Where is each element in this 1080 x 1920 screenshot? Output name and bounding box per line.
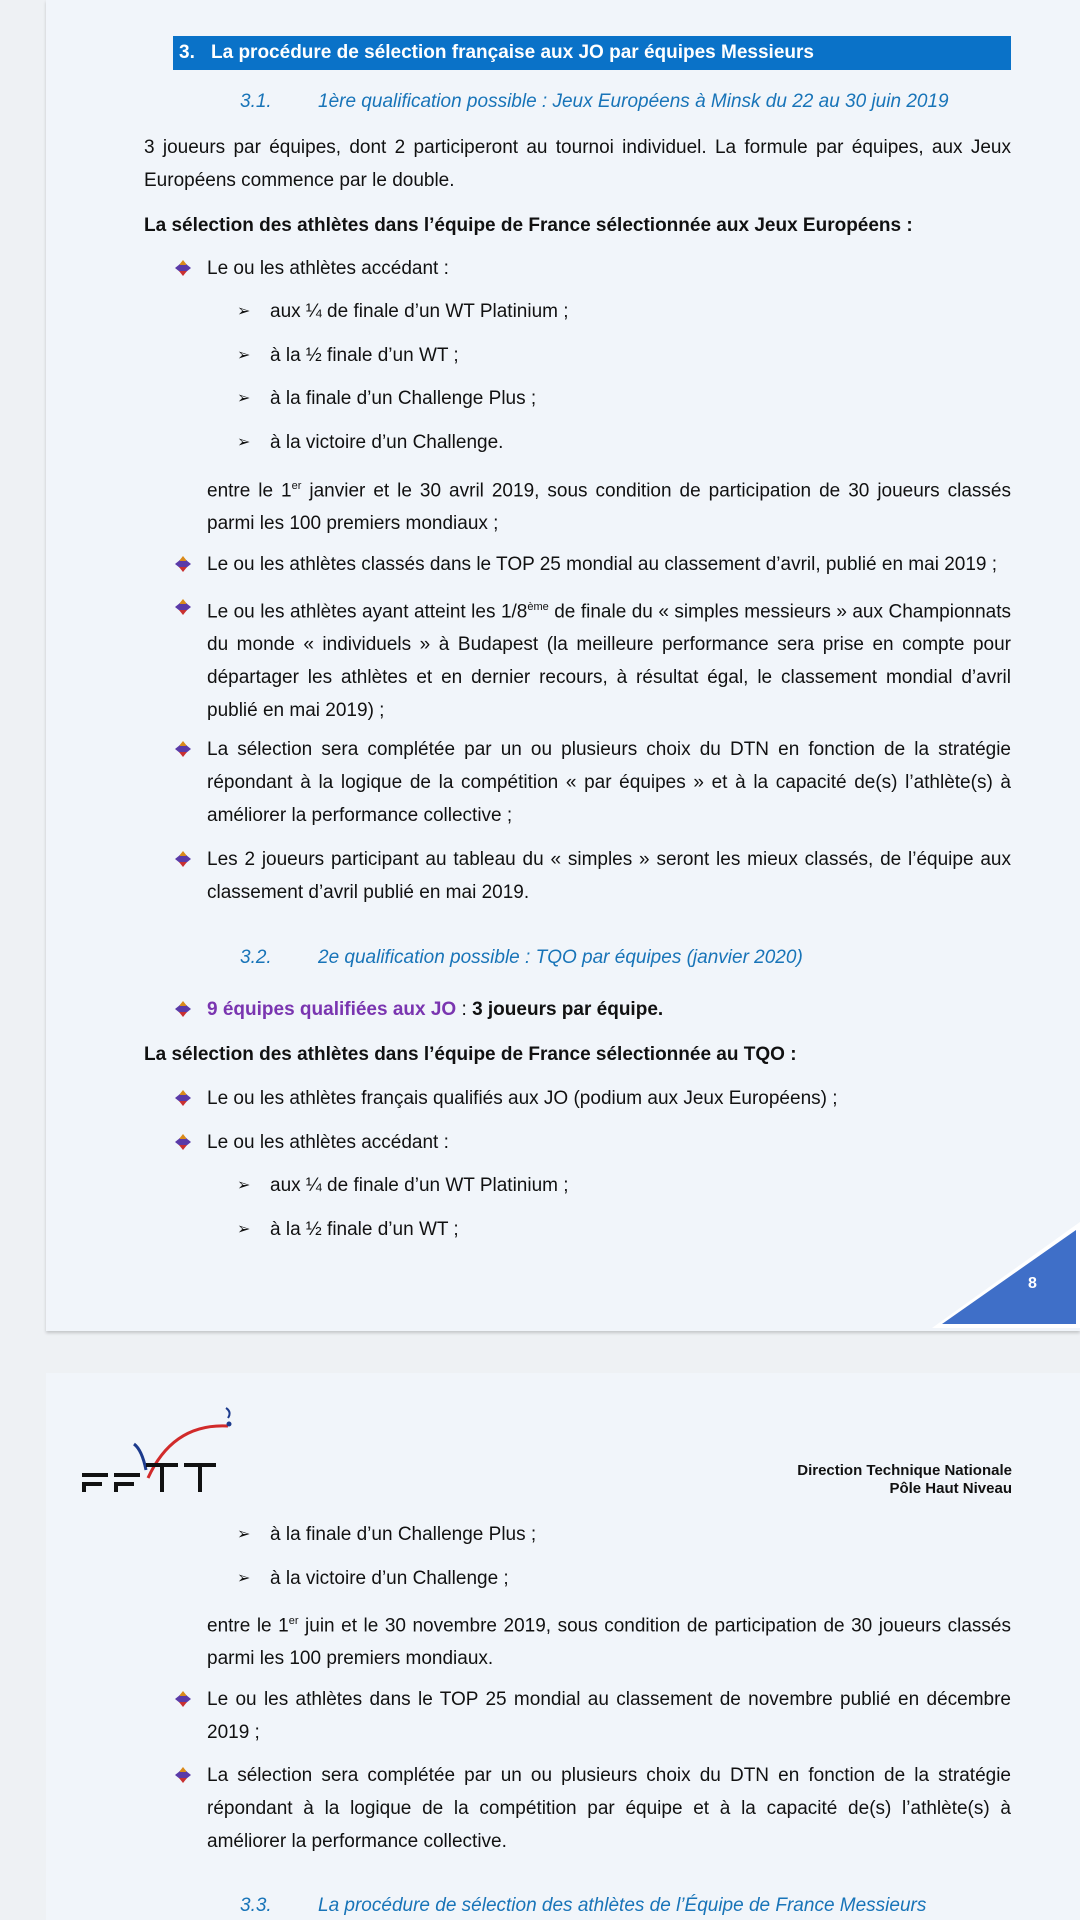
section-number: 3. (179, 42, 195, 63)
sub-item: aux ¼ de finale d’un WT Platinium ; (270, 301, 569, 322)
bullet-top25-novembre: Le ou les athlètes dans le TOP 25 mondial au classement de novembre publié en décembre 2019 ; (207, 1689, 1011, 1743)
four-arrow-bullet-icon (174, 1690, 192, 1708)
four-arrow-bullet-icon (174, 259, 192, 277)
condition-paragraph: entre le 1er juin et le 30 novembre 2019, sous condition de participation de 30 joueurs classés parmi les 100 premiers mondiaux. (207, 1615, 1011, 1670)
sub-item: à la victoire d’un Challenge ; (270, 1568, 509, 1589)
page-number: 8 (1028, 1275, 1037, 1292)
bullet-choix-dtn: La sélection sera complétée par un ou plusieurs choix du DTN en fonction de la stratégie répondant à la logique de la compétition par équipe et à la capacité de(s) l’athlète(s) à améliorer la performance collective. (207, 1765, 1011, 1852)
arrowhead-bullet-icon: ➢ (237, 1221, 251, 1238)
subheading-3-1 (240, 90, 949, 114)
arrowhead-bullet-icon: ➢ (237, 347, 251, 364)
sub-item: à la finale d’un Challenge Plus ; (270, 388, 537, 409)
subheading-title: La procédure de sélection des athlètes de l’Équipe de France Messieurs (318, 1895, 927, 1916)
arrowhead-bullet-icon: ➢ (237, 1526, 251, 1543)
arrowhead-bullet-icon: ➢ (237, 1570, 251, 1587)
bullet-top25: Le ou les athlètes classés dans le TOP 25 mondial au classement d’avril, publié en mai 2019 ; (207, 554, 998, 575)
bullet-athletes-accedant: Le ou les athlètes accédant : (207, 258, 449, 279)
subheading-number: 3.3. (240, 1895, 272, 1916)
document-page-8 (46, 0, 1080, 1331)
subheading-3-3 (240, 1894, 926, 1918)
sub-item: à la ½ finale d’un WT ; (270, 345, 459, 366)
page-corner-triangle (932, 1222, 1080, 1328)
arrowhead-bullet-icon: ➢ (237, 434, 251, 451)
four-arrow-bullet-icon (174, 1133, 192, 1151)
bullet-joueurs-simples: Les 2 joueurs participant au tableau du « simples » seront les mieux classés, de l’équipe aux classement d’avril publié en mai 2019. (207, 849, 1011, 903)
section-heading-3 (173, 36, 1011, 70)
four-arrow-bullet-icon (174, 555, 192, 573)
sub-item: à la victoire d’un Challenge. (270, 432, 504, 453)
bullet-championnats: Le ou les athlètes ayant atteint les 1/8ème de finale du « simples messieurs » aux Championnats du monde « individuels » à Budapest (la meilleure performance sera prise en compte pour départager les athlètes et en dernier recours, à résultat égal, le classement mondial d’avril publié en mai 2019) ; (207, 601, 1011, 722)
subheading-title: 2e qualification possible : TQO par équipes (janvier 2020) (318, 947, 803, 968)
document-page-9 (46, 1373, 1080, 1920)
selection-heading-je: La sélection des athlètes dans l’équipe de France sélectionnée aux Jeux Européens : (144, 215, 913, 236)
selection-heading-tqo: La sélection des athlètes dans l’équipe de France sélectionnée au TQO : (144, 1044, 797, 1065)
subheading-title: 1ère qualification possible : Jeux Européens à Minsk du 22 au 30 juin 2019 (318, 91, 949, 112)
subheading-number: 3.2. (240, 947, 272, 968)
subheading-number: 3.1. (240, 91, 272, 112)
sub-item: aux ¼ de finale d’un WT Platinium ; (270, 1175, 569, 1196)
intro-paragraph: 3 joueurs par équipes, dont 2 participeront au tournoi individuel. La formule par équipes, aux Jeux Européens commence par le double. (144, 137, 1011, 191)
arrowhead-bullet-icon: ➢ (237, 303, 251, 320)
arrowhead-bullet-icon: ➢ (237, 1177, 251, 1194)
four-arrow-bullet-icon (174, 598, 192, 616)
four-arrow-bullet-icon (174, 850, 192, 868)
bullet-equipes-qualifiees: 9 équipes qualifiées aux JO : 3 joueurs par équipe. (207, 999, 664, 1020)
header-direction: Direction Technique Nationale (797, 1462, 1012, 1479)
sub-item: à la ½ finale d’un WT ; (270, 1219, 459, 1240)
section-title: La procédure de sélection française aux JO par équipes Messieurs (211, 42, 814, 63)
header-pole: Pôle Haut Niveau (889, 1480, 1012, 1497)
sub-item: à la finale d’un Challenge Plus ; (270, 1524, 537, 1545)
page-header (46, 1462, 1012, 1502)
four-arrow-bullet-icon (174, 1089, 192, 1107)
four-arrow-bullet-icon (174, 1766, 192, 1784)
four-arrow-bullet-icon (174, 740, 192, 758)
bullet-choix-dtn: La sélection sera complétée par un ou plusieurs choix du DTN en fonction de la stratégie répondant à la logique de la compétition « par équipes » et à la capacité de(s) l’athlète(s) à améliorer la performance collective ; (207, 739, 1011, 826)
condition-paragraph: entre le 1er janvier et le 30 avril 2019, sous condition de participation de 30 joueurs classés parmi les 100 premiers mondiaux ; (207, 480, 1011, 535)
four-arrow-bullet-icon (174, 1000, 192, 1018)
bullet-athletes-accedant: Le ou les athlètes accédant : (207, 1132, 449, 1153)
arrowhead-bullet-icon: ➢ (237, 390, 251, 407)
bullet-francais-qualifies: Le ou les athlètes français qualifiés aux JO (podium aux Jeux Européens) ; (207, 1088, 838, 1109)
subheading-3-2 (240, 946, 803, 970)
